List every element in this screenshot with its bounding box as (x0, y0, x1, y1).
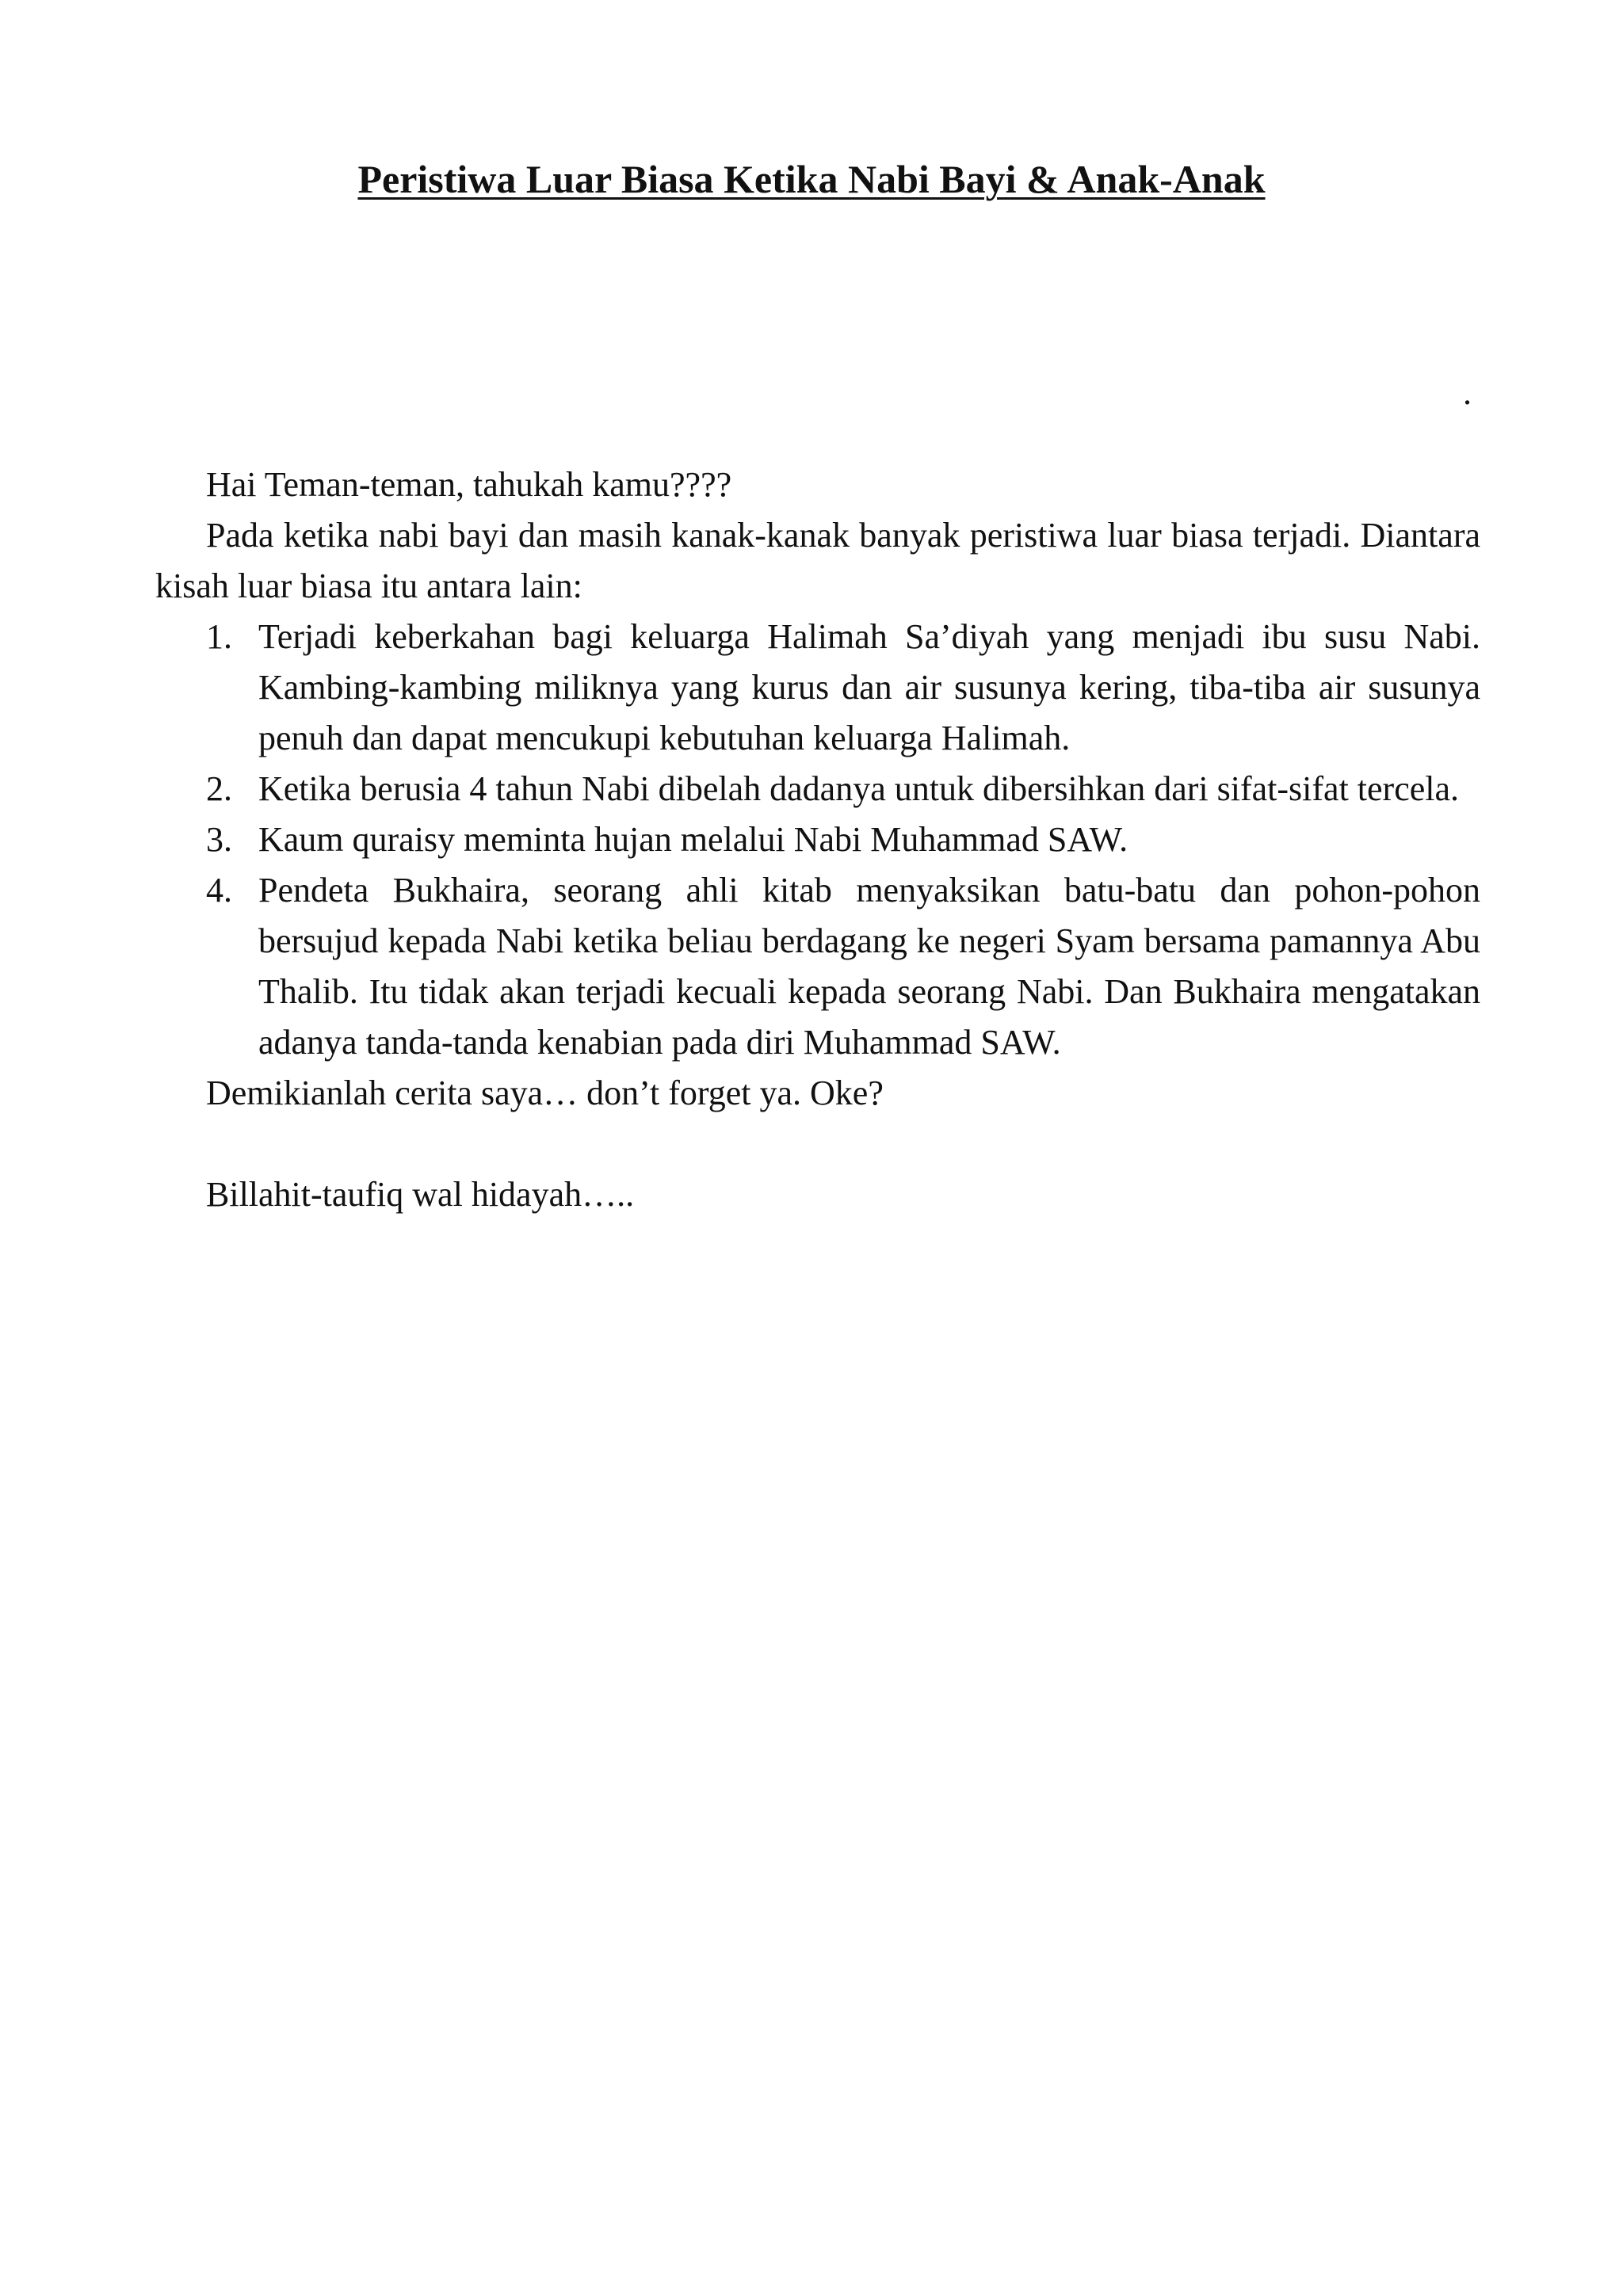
stray-mark: . (1463, 373, 1472, 412)
document-title: Peristiwa Luar Biasa Ketika Nabi Bayi & Anak-Anak (357, 157, 1266, 201)
list-item-number: 2. (206, 769, 232, 808)
list-item-text: Pendeta Bukhaira, seorang ahli kitab menyaksikan batu-batu dan pohon-pohon bersujud kepada Nabi ketika beliau berdagang ke negeri Syam bersama pamannya Abu Thalib. Itu tidak akan terjadi kecuali kepada seorang Nabi. Dan Bukhaira mengatakan adanya tanda-tanda kenabian pada diri Muhammad SAW. (258, 871, 1480, 1062)
list-item-text: Kaum quraisy meminta hujan melalui Nabi Muhammad SAW. (258, 820, 1128, 859)
list-item-text: Terjadi keberkahan bagi keluarga Halimah Sa’diyah yang menjadi ibu susu Nabi. Kambing-kambing miliknya yang kurus dan air susunya kering, tiba-tiba air susunya penuh dan dapat mencukupi kebutuhan keluarga Halimah. (258, 617, 1480, 757)
list-item (206, 865, 1480, 1068)
list-item-number: 1. (206, 617, 232, 656)
intro-paragraph: Pada ketika nabi bayi dan masih kanak-kanak banyak peristiwa luar biasa terjadi. Diantara kisah luar biasa itu antara lain: (155, 516, 1480, 605)
list-item-text: Ketika berusia 4 tahun Nabi dibelah dadanya untuk dibersihkan dari sifat-sifat tercela. (258, 769, 1460, 808)
signoff-paragraph: Billahit-taufiq wal hidayah….. (206, 1175, 635, 1214)
events-list (155, 612, 1480, 1068)
closing-paragraph: Demikianlah cerita saya… don’t forget ya. Oke? (206, 1074, 884, 1112)
greeting-paragraph: Hai Teman-teman, tahukah kamu???? (206, 465, 732, 504)
list-item (206, 764, 1480, 814)
list-item-number: 4. (206, 871, 232, 910)
document-body (155, 460, 1480, 1220)
list-item (206, 814, 1480, 865)
list-item (206, 612, 1480, 764)
paragraph-spacer (155, 1119, 1480, 1169)
list-item-number: 3. (206, 820, 232, 859)
